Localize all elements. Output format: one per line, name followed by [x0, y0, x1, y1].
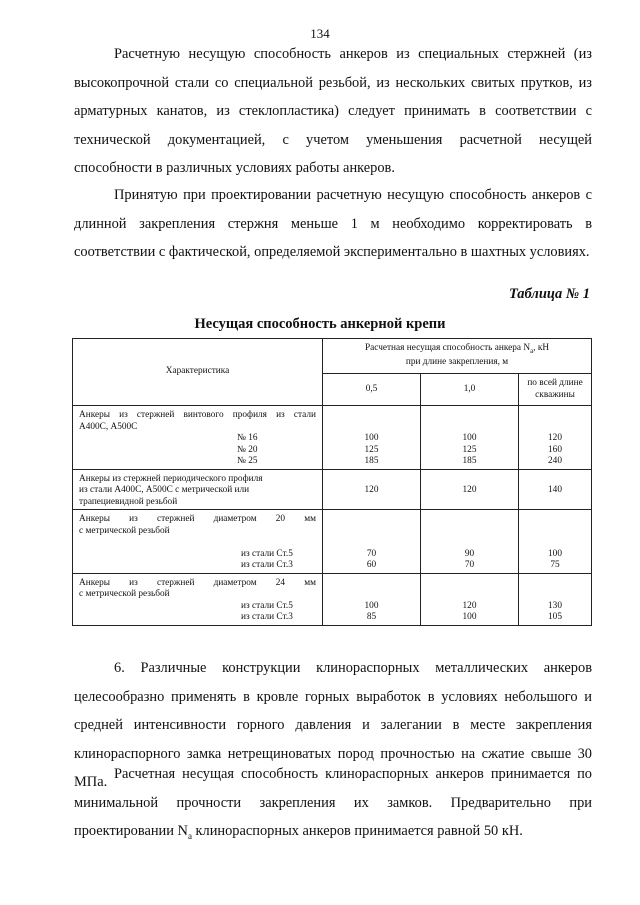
- value: 75: [550, 560, 560, 570]
- cell-05: [323, 573, 421, 625]
- header-length-full: [519, 374, 592, 406]
- cell-full: [519, 510, 592, 574]
- header-capacity-line1: Расчетная несущая способность анкера N: [364, 343, 531, 354]
- value: 160: [548, 444, 562, 455]
- value: 120: [462, 485, 477, 495]
- wedge-capacity-text: Расчетная несущая способность клинораспорных анкеров принимается по минимальной прочности закрепления их замков. Предварительно при проектировании N: [74, 766, 592, 839]
- value: 105: [548, 612, 562, 622]
- desc-line: Анкеры из стержней винтового профиля из стали: [79, 410, 316, 420]
- sub-label: № 16: [237, 433, 258, 443]
- cell-10: [421, 406, 519, 470]
- value: 100: [462, 612, 477, 622]
- cell-full: [519, 573, 592, 625]
- value: 125: [462, 444, 477, 455]
- value: 185: [364, 456, 379, 466]
- value: 100: [364, 600, 379, 611]
- value: 240: [548, 456, 562, 466]
- value: 125: [364, 444, 379, 455]
- table-header-row: [73, 339, 592, 374]
- table-row: [73, 406, 592, 470]
- capacity-table: [72, 338, 592, 626]
- paragraph-wedge-anchors: 6. Различные конструкции клинораспорных металлических анкеров целесообразно применять в кровле горных выработок в условиях небольшого и средней интенсивности горного давления и залегании в месте закрепления клинораспорного замка нетрещиноватых пород прочностью на сжатие свыше 30 МПа.: [74, 660, 592, 790]
- cell-10: [421, 510, 519, 574]
- table-title: Несущая способность анкерной крепи: [194, 316, 446, 332]
- desc-line: Анкеры из стержней диаметром 20 мм: [79, 514, 316, 524]
- value: 90: [464, 548, 475, 559]
- cell-full: [519, 469, 592, 510]
- value: 70: [464, 560, 475, 570]
- header-capacity-unit: , кН: [533, 343, 550, 354]
- header-capacity-line2: при длине закрепления, м: [405, 357, 509, 368]
- sub-label: № 20: [237, 444, 258, 455]
- value: 185: [462, 456, 477, 466]
- wedge-capacity-tail: клинораспорных анкеров принимается равной 50 кН.: [191, 823, 523, 839]
- row-description: [73, 510, 323, 574]
- paragraph-wedge-capacity: [74, 760, 592, 850]
- value: 100: [462, 433, 477, 443]
- row-description: [73, 406, 323, 470]
- header-characteristic: Характеристика: [73, 339, 323, 406]
- wedge-capacity-sub: a: [187, 830, 192, 841]
- sub-label: из стали Ст.3: [241, 560, 293, 570]
- value: 100: [548, 548, 562, 559]
- value: 120: [462, 600, 477, 611]
- desc-line: с метрической резьбой: [79, 589, 170, 599]
- page-number: 134: [310, 26, 330, 41]
- sub-label: № 25: [237, 456, 258, 466]
- header-capacity: [323, 339, 592, 374]
- value: 60: [366, 560, 377, 570]
- cell-05: [323, 406, 421, 470]
- desc-line: из стали А400С, А500С с метрической или: [79, 485, 250, 495]
- value: 85: [366, 612, 377, 622]
- desc-line: А400С, А500С: [79, 421, 138, 432]
- value: 100: [364, 433, 379, 443]
- header-full-line2: скважины: [535, 389, 575, 400]
- table-row: [73, 469, 592, 510]
- value: 70: [366, 548, 377, 559]
- table-label: Таблица № 1: [508, 286, 590, 302]
- value: 120: [548, 433, 562, 443]
- header-length-05: 0,5: [323, 374, 421, 406]
- sub-label: из стали Ст.5: [241, 600, 293, 611]
- row-description: [73, 469, 323, 510]
- paragraph-anchor-special-rods: Расчетную несущую способность анкеров из специальных стержней (из высокопрочной стали со специальной резьбой, из нескольких свитых прутков, из арматурных канатов, из стеклопластика) следует принимать в соответствии с технической документацией, с учетом уменьшения расчетной несущей способности в различных условиях работы анкеров.: [74, 46, 592, 176]
- value: 140: [548, 485, 562, 495]
- desc-line: Анкеры из стержней диаметром 24 мм: [79, 577, 316, 588]
- cell-10: [421, 469, 519, 510]
- desc-line: с метрической резьбой: [79, 525, 170, 536]
- cell-05: [323, 510, 421, 574]
- value: 130: [548, 600, 562, 611]
- desc-line: трапециевидной резьбой: [79, 496, 178, 507]
- row-description: [73, 573, 323, 625]
- header-full-line1: по всей длине: [527, 378, 583, 389]
- table-row: [73, 573, 592, 625]
- sub-label: из стали Ст.3: [241, 612, 293, 622]
- header-length-10: 1,0: [421, 374, 519, 406]
- table-row: [73, 510, 592, 574]
- cell-05: [323, 469, 421, 510]
- paragraph-short-anchorage: Принятую при проектировании расчетную несущую способность анкеров с длинной закрепления стержня меньше 1 м необходимо корректировать в соответствии с фактической, определяемой экспериментально в шахтных условиях.: [74, 187, 592, 260]
- cell-full: [519, 406, 592, 470]
- sub-label: из стали Ст.5: [241, 548, 293, 559]
- header-capacity-sub: а: [530, 346, 534, 355]
- desc-line: Анкеры из стержней периодического профиля: [79, 473, 263, 484]
- cell-10: [421, 573, 519, 625]
- value: 120: [364, 485, 379, 495]
